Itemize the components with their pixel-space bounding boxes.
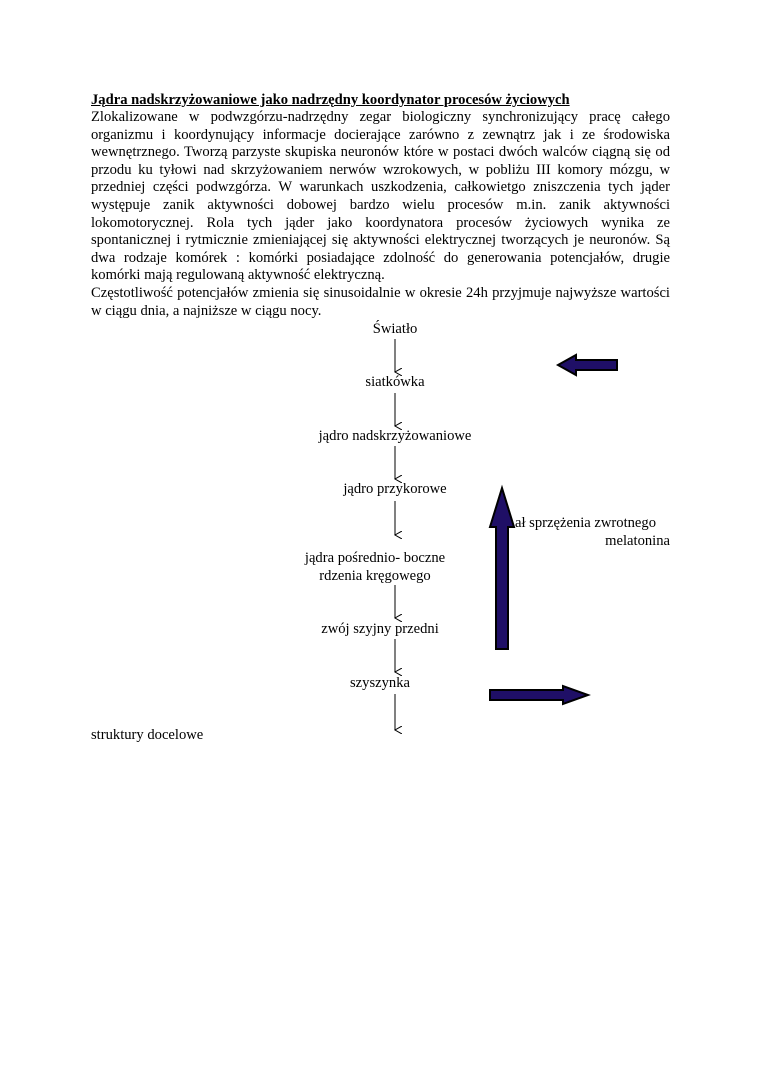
step-scg: zwój szyjny przedni bbox=[321, 621, 439, 637]
step-light: Światło bbox=[372, 321, 418, 337]
melatonin-right-arrow bbox=[490, 686, 588, 704]
step-pineal: szyszynka bbox=[350, 675, 410, 691]
melatonin-label: melatonina bbox=[605, 533, 670, 549]
paragraph-1: Zlokalizowane w podwzgórzu-nadrzędny zegar biologiczny synchronizujący pracę całego organizmu i koordynujący informacje docierające zarówno z zewnątrz jak i ze środowiska wewnętrznego. Tworzą parzyste skupiska neuronów które w postaci dwóch walców ciągną się od przodu ku tyłowi nad skrzyżowaniem nerwów wzrokowych, w pobliżu III komory mózgu, w przedniej części podwzgórza. W warunkach uszkodzenia, całkowietgo zniszczenia tych jąder występuje zanik aktywności dobowej bardzo wielu procesów m.in. zanik aktywności lokomotorycznej. Rola tych jąder jako koordynatora procesów życiowych wynika ze spontanicznej i rytmicznie zmieniającej się aktywności elektrycznej tworzących je neuronów. Są dwa rodzaje komórek : komórki posiadające zdolność do generowania potencjałów, drugie komórki mają regulowaną aktywność elektryczną. bbox=[91, 109, 670, 284]
step-scn: jądro nadskrzyżowaniowe bbox=[318, 428, 472, 444]
step-retina: siatkówka bbox=[365, 374, 425, 390]
step-iml-line2: rdzenia kręgowego bbox=[319, 568, 431, 584]
target-structures-label: struktury docelowe bbox=[91, 727, 204, 743]
feedback-left-arrow bbox=[558, 355, 617, 375]
feedback-up-arrow bbox=[490, 488, 514, 649]
feedback-signal-label: ał sprzężenia zwrotnego bbox=[515, 515, 656, 531]
step-pvn: jądro przykorowe bbox=[343, 481, 447, 497]
step-iml: jądra pośrednio- boczne bbox=[304, 550, 446, 566]
document-title: Jądra nadskrzyżowaniowe jako nadrzędny koordynator procesów życiowych bbox=[91, 92, 570, 108]
paragraph-2: Częstotliwość potencjałów zmienia się sinusoidalnie w okresie 24h przyjmuje najwyższe wartości w ciągu dnia, a najniższe w ciągu nocy. bbox=[91, 285, 670, 319]
